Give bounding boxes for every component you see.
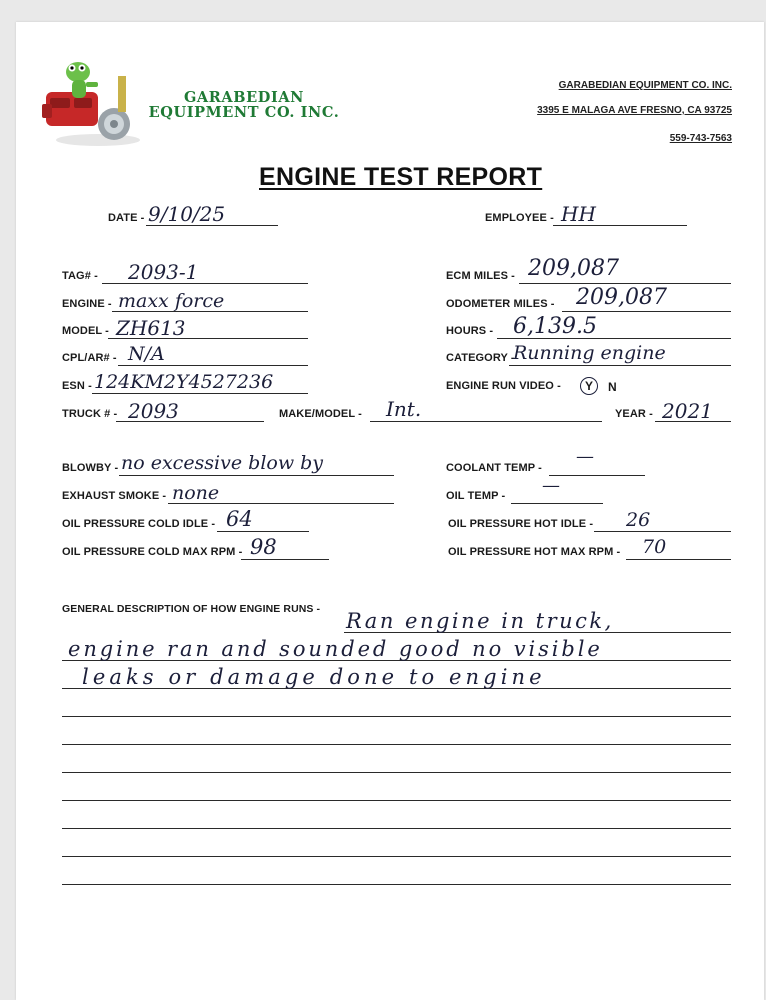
cpl-line — [118, 365, 308, 366]
truck-label: TRUCK # - — [62, 408, 118, 420]
tag-label: TAG# - — [62, 270, 98, 282]
oil-pressure-hot-max-label: OIL PRESSURE HOT MAX RPM - — [448, 546, 621, 558]
company-name-line2: EQUIPMENT CO. INC. — [148, 104, 340, 121]
blowby-line — [119, 475, 394, 476]
engine-run-video-no[interactable]: N — [608, 380, 617, 394]
category-line — [509, 365, 731, 366]
oil-temp-line — [511, 503, 603, 504]
make-model-line — [370, 421, 602, 422]
oil-pressure-cold-max-label: OIL PRESSURE COLD MAX RPM - — [62, 546, 243, 558]
odometer-line — [562, 311, 731, 312]
date-value[interactable]: 9/10/25 — [148, 202, 226, 226]
year-label: YEAR - — [615, 408, 653, 420]
coolant-temp-value[interactable]: — — [576, 446, 594, 467]
truck-value[interactable]: 2093 — [128, 399, 179, 423]
ecm-miles-line — [519, 283, 731, 284]
blowby-value[interactable]: no excessive blow by — [121, 452, 324, 474]
description-line-4 — [62, 716, 731, 717]
blowby-label: BLOWBY - — [62, 462, 119, 474]
company-name-line1: GARABEDIAN — [183, 89, 305, 106]
report-sheet — [16, 22, 764, 1000]
description-line-10 — [62, 884, 731, 885]
description-text-2[interactable]: engine ran and sounded good no visible — [68, 637, 603, 661]
engine-label: ENGINE - — [62, 298, 112, 310]
address-company: GARABEDIAN EQUIPMENT CO. INC. — [558, 80, 732, 91]
description-label: GENERAL DESCRIPTION OF HOW ENGINE RUNS - — [62, 603, 321, 615]
oil-temp-value[interactable]: — — [542, 475, 560, 496]
description-line-6 — [62, 772, 731, 773]
odometer-value[interactable]: 209,087 — [576, 285, 667, 310]
esn-label: ESN - — [62, 380, 92, 392]
oil-pressure-cold-idle-line — [217, 531, 309, 532]
esn-value[interactable]: 124KM2Y4527236 — [94, 371, 274, 393]
exhaust-smoke-label: EXHAUST SMOKE - — [62, 490, 167, 502]
oil-pressure-cold-idle-label: OIL PRESSURE COLD IDLE - — [62, 518, 216, 530]
engine-run-video-label: ENGINE RUN VIDEO - — [446, 380, 561, 392]
date-label: DATE - — [108, 212, 145, 224]
company-name — [146, 90, 342, 120]
description-line-9 — [62, 856, 731, 857]
year-value[interactable]: 2021 — [662, 399, 713, 423]
description-text-3[interactable]: leaks or damage done to engine — [82, 665, 546, 689]
odometer-label: ODOMETER MILES - — [446, 298, 555, 310]
oil-pressure-hot-idle-value[interactable]: 26 — [626, 509, 651, 531]
oil-pressure-hot-idle-label: OIL PRESSURE HOT IDLE - — [448, 518, 594, 530]
cpl-label: CPL/AR# - — [62, 352, 117, 364]
category-value[interactable]: Running engine — [513, 342, 666, 364]
oil-pressure-cold-max-line — [241, 559, 329, 560]
ecm-miles-value[interactable]: 209,087 — [528, 256, 619, 281]
cpl-value[interactable]: N/A — [128, 343, 165, 365]
hours-label: HOURS - — [446, 325, 494, 337]
make-model-label: MAKE/MODEL - — [279, 408, 362, 420]
model-label: MODEL - — [62, 325, 109, 337]
oil-pressure-cold-idle-value[interactable]: 64 — [226, 507, 253, 531]
oil-pressure-hot-max-value[interactable]: 70 — [642, 536, 667, 558]
tag-value[interactable]: 2093-1 — [128, 260, 199, 284]
exhaust-smoke-value[interactable]: none — [172, 482, 220, 504]
description-line-8 — [62, 828, 731, 829]
hours-value[interactable]: 6,139.5 — [513, 314, 597, 339]
description-line-7 — [62, 800, 731, 801]
company-logo — [40, 58, 144, 150]
coolant-temp-line — [549, 475, 645, 476]
category-label: CATEGORY - — [446, 352, 515, 364]
employee-label: EMPLOYEE - — [485, 212, 554, 224]
address-street: 3395 E MALAGA AVE FRESNO, CA 93725 — [537, 105, 732, 116]
ecm-miles-label: ECM MILES - — [446, 270, 515, 282]
oil-pressure-hot-max-line — [626, 559, 731, 560]
model-value[interactable]: ZH613 — [116, 316, 186, 340]
engine-value[interactable]: maxx force — [118, 290, 225, 312]
address-phone: 559-743-7563 — [669, 133, 732, 144]
oil-pressure-cold-max-value[interactable]: 98 — [250, 535, 277, 559]
oil-pressure-hot-idle-line — [594, 531, 731, 532]
esn-line — [92, 393, 308, 394]
description-text-1[interactable]: Ran engine in truck, — [346, 609, 614, 633]
employee-value[interactable]: HH — [561, 202, 596, 226]
make-model-value[interactable]: Int. — [386, 397, 422, 421]
description-line-5 — [62, 744, 731, 745]
oil-temp-label: OIL TEMP - — [446, 490, 506, 502]
engine-run-video-yes[interactable]: Y — [580, 377, 598, 395]
coolant-temp-label: COOLANT TEMP - — [446, 462, 542, 474]
report-title: ENGINE TEST REPORT — [259, 163, 543, 191]
